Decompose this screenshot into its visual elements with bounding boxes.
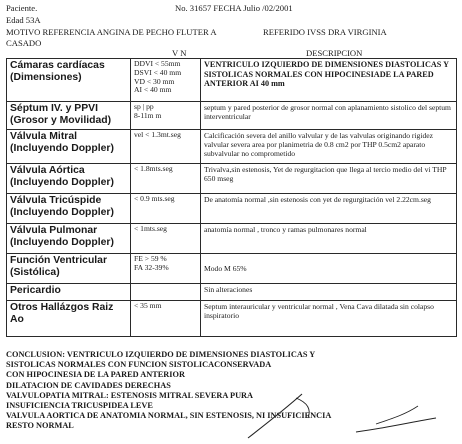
row-label: Válvula Mitral (Incluyendo Doppler)	[7, 130, 131, 164]
column-header-description: DESCRIPCION	[306, 48, 363, 58]
normal-value: vel < 1.3mt.seg	[134, 130, 181, 139]
row-label: Cámaras cardíacas (Dimensiones)	[7, 59, 131, 102]
row-description: Calcificación severa del anillo valvular y de las valvulas originando rigidez valvular severa area por planimetria de 0.8 cm2 por THP 0.5cm2 aparato subvalvular no comprometido	[201, 130, 457, 164]
normal-value: FA 32-39%	[134, 262, 169, 272]
civil-status: CASADO	[6, 38, 42, 48]
normal-value: VD < 30 mm	[134, 76, 175, 86]
normal-value: FE > 59 %	[134, 254, 167, 263]
normal-value: 8-11m m	[134, 110, 162, 120]
row-description: Septum interauricular y ventricular normal , Vena Cava dilatada sin colapso inspiratorio	[201, 301, 457, 337]
referred-by: REFERIDO IVSS DRA VIRGINIA	[263, 27, 387, 37]
table-row	[7, 301, 457, 337]
row-description: septum y pared posterior de grosor normal con aplanamiento sistolico del septum interventricular	[201, 102, 457, 130]
conclusion-line: CON HIPOCINESIA DE LA PARED ANTERIOR	[6, 370, 185, 380]
row-description: VENTRICULO IZQUIERDO DE DIMENSIONES DIASTOLICAS Y SISTOLICAS NORMALES CON HIPOCINESIADE LA PARED ANTERIOR AI 40 mm	[201, 59, 457, 102]
patient-label: Paciente.	[6, 3, 38, 13]
normal-value: < 1mts.seg	[134, 224, 167, 233]
normal-value: < 35 mm	[134, 301, 162, 310]
signature-icon	[236, 388, 456, 444]
row-label: Séptum IV. y PPVI (Grosor y Movilidad)	[7, 102, 131, 130]
normal-value: DDVI < 55mm	[134, 59, 181, 68]
normal-values	[131, 59, 201, 102]
row-description: Modo M 65%	[201, 254, 457, 284]
normal-values	[131, 224, 201, 254]
normal-value: AI < 40 mm	[134, 85, 172, 95]
row-label: Función Ventricular (Sistólica)	[7, 254, 131, 284]
conclusion-line: VALVULOPATIA MITRAL: ESTENOSIS MITRAL SEVERA PURA	[6, 390, 254, 400]
referral-reason: MOTIVO REFERENCIA ANGINA DE PECHO FLUTER A	[6, 27, 217, 37]
normal-values	[131, 164, 201, 194]
row-description: Trivalva,sin estenosis, Yet de regurgitacion que llega al tercio medio del vi THP 650 mseg	[201, 164, 457, 194]
normal-value: DSVI < 40 mm	[134, 67, 182, 77]
conclusion-line: VALVULA AORTICA DE ANATOMIA NORMAL, SIN ESTENOSIS, NI INSUFICIENCIA	[6, 411, 332, 421]
column-header-vn: V N	[172, 48, 187, 58]
row-label: Válvula Tricúspide (Incluyendo Doppler)	[7, 194, 131, 224]
row-description: anatomía normal , tronco y ramas pulmonares normal	[201, 224, 457, 254]
normal-value: < 1.8mts.seg	[134, 164, 173, 173]
row-label: Válvula Aórtica (Incluyendo Doppler)	[7, 164, 131, 194]
normal-values	[131, 284, 201, 301]
row-label: Pericardio	[7, 284, 131, 301]
normal-values	[131, 301, 201, 337]
normal-values	[131, 254, 201, 284]
normal-values	[131, 102, 201, 130]
table-row	[7, 130, 457, 164]
conclusion-line: SISTOLICAS NORMALES CON FUNCION SISTOLICACONSERVADA	[6, 360, 272, 370]
conclusion-line: DILATACION DE CAVIDADES DERECHAS	[6, 380, 171, 390]
table-row	[7, 59, 457, 102]
normal-value: < 0.9 mts.seg	[134, 194, 175, 203]
row-label: Válvula Pulmonar (Incluyendo Doppler)	[7, 224, 131, 254]
patient-age: Edad 53A	[6, 15, 41, 25]
row-description: De anatomía normal ,sin estenosis con yet de regurgitación vel 2.22cm.seg	[201, 194, 457, 224]
table-row	[7, 102, 457, 130]
echo-report-table	[6, 58, 457, 337]
row-label: Otros Hallázgos Raiz Ao	[7, 301, 131, 337]
normal-values	[131, 130, 201, 164]
table-row	[7, 224, 457, 254]
table-row	[7, 164, 457, 194]
report-number-date: No. 31657 FECHA Julio /02/2001	[175, 3, 293, 13]
conclusion-line: CONCLUSION: VENTRICULO IZQUIERDO DE DIMENSIONES DIASTOLICAS Y	[6, 350, 316, 359]
table-row	[7, 284, 457, 301]
normal-values	[131, 194, 201, 224]
conclusion-line: INSUFICIENCIA TRICUSPIDEA LEVE	[6, 401, 153, 411]
table-row	[7, 254, 457, 284]
conclusion-line: RESTO NORMAL	[6, 421, 74, 431]
normal-value: sp | pp	[134, 102, 154, 111]
table-row	[7, 194, 457, 224]
row-description: Sin alteraciones	[201, 284, 457, 301]
